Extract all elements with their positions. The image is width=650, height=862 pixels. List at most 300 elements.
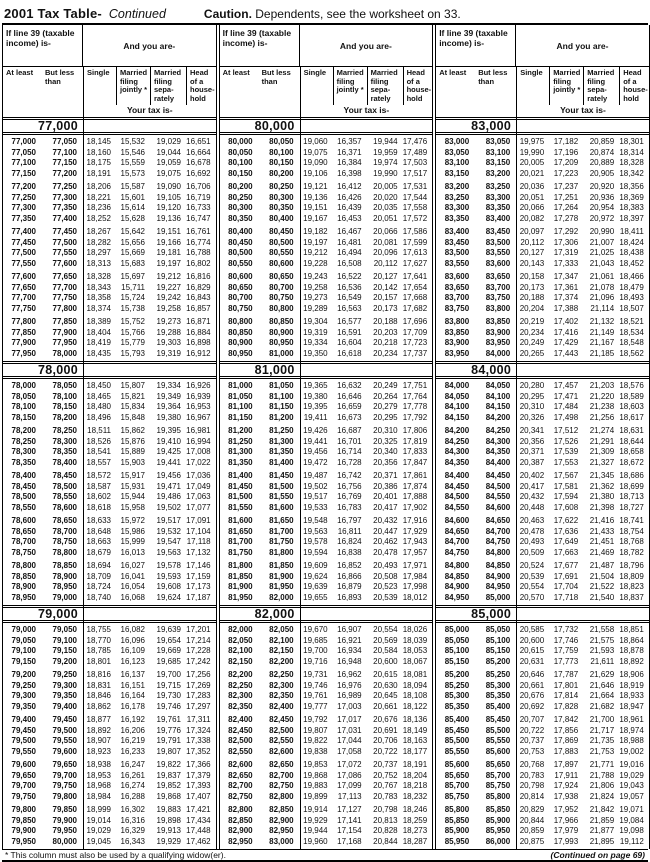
table-row bbox=[436, 527, 649, 538]
tax-cell: 17,003 bbox=[337, 701, 362, 711]
tax-cell: 19,411 bbox=[303, 412, 328, 422]
tax-cell: 16,453 bbox=[337, 213, 362, 223]
tax-cell: 20,401 bbox=[373, 492, 398, 501]
table-row bbox=[436, 272, 649, 283]
table-row bbox=[3, 272, 216, 283]
income-cell: 81,350 bbox=[269, 447, 294, 456]
table-row bbox=[220, 437, 433, 448]
tax-cell: 17,544 bbox=[402, 192, 428, 202]
income-cell: 78,300 bbox=[11, 447, 36, 456]
income-cell: 82,250 bbox=[228, 680, 253, 690]
table-row bbox=[3, 447, 216, 458]
income-cell: 82,250 bbox=[269, 670, 294, 679]
tax-cell: 17,861 bbox=[402, 471, 428, 480]
income-cell: 85,150 bbox=[485, 646, 511, 655]
income-cell: 85,400 bbox=[444, 715, 470, 724]
income-cell: 83,200 bbox=[444, 182, 470, 191]
tax-cell: 17,132 bbox=[186, 547, 211, 557]
tax-cell: 19,563 bbox=[303, 526, 328, 536]
tax-cell: 20,157 bbox=[373, 293, 398, 302]
table-row bbox=[220, 259, 433, 270]
table-row bbox=[3, 670, 216, 681]
panel-sections bbox=[436, 117, 649, 849]
tax-table bbox=[2, 25, 648, 849]
table-row bbox=[436, 482, 649, 493]
tax-cell: 19,084 bbox=[619, 815, 644, 825]
tax-cell: 16,288 bbox=[120, 791, 145, 801]
income-cell: 79,750 bbox=[11, 791, 36, 801]
income-cell: 79,900 bbox=[11, 826, 36, 835]
tax-cell: 21,522 bbox=[589, 582, 615, 591]
tax-cell: 15,614 bbox=[120, 203, 145, 212]
tax-cell: 15,834 bbox=[120, 402, 145, 411]
income-cell: 83,200 bbox=[485, 168, 511, 178]
tax-cell: 16,096 bbox=[120, 635, 145, 645]
tax-cell: 16,206 bbox=[120, 725, 145, 735]
tax-cell: 18,466 bbox=[619, 272, 644, 281]
income-cell: 79,800 bbox=[11, 805, 36, 814]
income-cell: 83,050 bbox=[444, 147, 470, 157]
income-cell: 81,350 bbox=[228, 457, 253, 467]
income-cell: 83,750 bbox=[444, 303, 470, 313]
income-cell: 79,800 bbox=[52, 791, 77, 801]
income-cell: 82,800 bbox=[269, 791, 294, 801]
tax-cell: 17,448 bbox=[186, 826, 211, 835]
income-cell: 77,400 bbox=[52, 213, 77, 223]
income-cell: 84,000 bbox=[485, 348, 511, 358]
table-row bbox=[3, 816, 216, 827]
tax-cell: 16,939 bbox=[186, 391, 211, 401]
tax-cell: 17,558 bbox=[402, 203, 428, 212]
tax-cell: 18,160 bbox=[86, 147, 111, 157]
tax-cell: 21,824 bbox=[589, 791, 615, 801]
tax-cell: 20,356 bbox=[373, 457, 398, 467]
tax-cell: 20,112 bbox=[520, 237, 545, 247]
tax-cell: 17,553 bbox=[553, 457, 579, 467]
tax-cell: 17,787 bbox=[553, 670, 579, 679]
income-cell: 78,350 bbox=[11, 457, 36, 467]
tax-cell: 19,090 bbox=[156, 182, 181, 191]
tax-cell: 20,051 bbox=[373, 213, 398, 223]
tax-cell: 17,388 bbox=[553, 303, 579, 313]
tax-cell: 17,237 bbox=[553, 182, 579, 191]
tax-cell: 19,883 bbox=[303, 781, 328, 790]
table-row bbox=[220, 426, 433, 437]
table-row bbox=[220, 182, 433, 193]
table-row bbox=[220, 657, 433, 668]
section-header bbox=[3, 605, 216, 623]
tax-cell: 15,628 bbox=[120, 213, 145, 223]
tax-cell: 19,212 bbox=[303, 248, 328, 257]
income-cell: 80,050 bbox=[269, 137, 294, 146]
table-row bbox=[220, 625, 433, 636]
tax-cell: 18,618 bbox=[86, 502, 111, 512]
tax-cell: 18,383 bbox=[619, 203, 644, 212]
tax-cell: 20,676 bbox=[519, 691, 545, 700]
income-cell: 83,800 bbox=[444, 317, 470, 326]
tax-cell: 17,086 bbox=[337, 770, 362, 780]
table-row bbox=[436, 413, 649, 424]
income-cell: 80,200 bbox=[228, 182, 253, 191]
tax-cell: 17,704 bbox=[553, 582, 579, 591]
income-cell: 82,150 bbox=[228, 656, 253, 666]
income-cell: 85,750 bbox=[485, 781, 511, 790]
tax-cell: 20,645 bbox=[373, 691, 398, 700]
section-header bbox=[436, 361, 649, 379]
tax-cell: 18,953 bbox=[86, 770, 111, 780]
tax-cell: 20,112 bbox=[373, 258, 398, 268]
col-header-head-of-household: Head of a house- hold bbox=[186, 67, 216, 105]
tax-cell: 20,143 bbox=[519, 258, 545, 268]
tax-cell: 16,871 bbox=[186, 317, 211, 326]
table-row bbox=[220, 691, 433, 702]
tax-cell: 20,066 bbox=[519, 203, 545, 212]
tax-cell: 16,261 bbox=[120, 770, 145, 780]
income-cell: 83,300 bbox=[485, 192, 511, 202]
tax-cell: 19,456 bbox=[156, 471, 181, 480]
table-row bbox=[220, 293, 433, 304]
tax-cell: 16,989 bbox=[337, 691, 362, 700]
tax-cell: 20,630 bbox=[373, 680, 398, 690]
income-cell: 82,000 bbox=[228, 625, 253, 634]
tax-cell: 17,223 bbox=[553, 168, 579, 178]
tax-cell: 17,723 bbox=[402, 338, 428, 347]
tax-cell: 19,273 bbox=[303, 293, 328, 302]
income-cell: 80,500 bbox=[228, 248, 253, 257]
tax-cell: 20,005 bbox=[373, 182, 398, 191]
table-row bbox=[3, 760, 216, 771]
table-row bbox=[220, 781, 433, 792]
tax-cell: 18,521 bbox=[619, 317, 644, 326]
tax-cell: 16,591 bbox=[337, 327, 362, 337]
tax-cell: 18,026 bbox=[402, 625, 428, 634]
income-cell: 83,950 bbox=[485, 338, 511, 347]
tax-cell: 19,059 bbox=[156, 158, 181, 167]
tax-cell: 20,249 bbox=[519, 338, 545, 347]
income-cell: 81,400 bbox=[228, 471, 253, 480]
tax-cell: 15,587 bbox=[120, 182, 145, 191]
tax-cell: 20,386 bbox=[373, 481, 398, 491]
tax-cell: 19,594 bbox=[303, 547, 328, 557]
tax-cell: 18,218 bbox=[402, 781, 428, 790]
income-cell: 85,550 bbox=[485, 736, 511, 745]
tax-cell: 19,791 bbox=[156, 736, 181, 745]
tax-cell: 19,471 bbox=[156, 481, 181, 491]
section-label: 84,000 bbox=[471, 363, 512, 377]
tax-cell: 16,687 bbox=[337, 426, 362, 435]
income-cell: 81,950 bbox=[228, 592, 253, 602]
income-cell: 79,600 bbox=[52, 746, 77, 756]
tax-cell: 18,919 bbox=[619, 680, 644, 690]
panel-header-row3 bbox=[220, 105, 433, 117]
tax-cell: 16,316 bbox=[120, 815, 145, 825]
tax-cell: 18,938 bbox=[86, 760, 111, 769]
tax-cell: 16,761 bbox=[186, 227, 211, 236]
income-cell: 82,450 bbox=[269, 715, 294, 724]
income-cell: 82,900 bbox=[228, 826, 253, 835]
table-row bbox=[3, 527, 216, 538]
table-row bbox=[3, 548, 216, 559]
tax-cell: 19,959 bbox=[373, 147, 398, 157]
tax-cell: 19,669 bbox=[156, 646, 181, 655]
table-row bbox=[3, 561, 216, 572]
table-row bbox=[436, 657, 649, 668]
tax-cell: 16,802 bbox=[186, 258, 211, 268]
table-row bbox=[220, 482, 433, 493]
tax-cell: 19,578 bbox=[156, 561, 181, 570]
tax-cell: 17,462 bbox=[186, 836, 211, 846]
tax-cell: 17,819 bbox=[402, 436, 428, 446]
panel-header-row2 bbox=[220, 67, 433, 105]
income-cell: 85,650 bbox=[444, 770, 470, 780]
section-header bbox=[220, 361, 433, 379]
income-cell: 82,100 bbox=[269, 635, 294, 645]
tax-cell: 19,807 bbox=[303, 725, 328, 735]
table-row bbox=[436, 516, 649, 527]
income-cell: 81,050 bbox=[269, 381, 294, 390]
table-row bbox=[220, 503, 433, 514]
tax-cell: 17,503 bbox=[402, 158, 428, 167]
income-cell: 77,000 bbox=[11, 137, 36, 146]
tax-cell: 16,824 bbox=[337, 537, 362, 546]
tax-cell: 18,837 bbox=[619, 592, 644, 602]
tax-cell: 19,380 bbox=[156, 412, 181, 422]
tax-cell: 18,358 bbox=[86, 293, 111, 302]
section-label: 83,000 bbox=[471, 119, 512, 133]
panel-header-row2 bbox=[436, 67, 649, 105]
tax-cell: 18,039 bbox=[402, 635, 428, 645]
col-header-but-less-than: But less than bbox=[478, 68, 508, 86]
income-cell: 78,400 bbox=[11, 471, 36, 480]
table-row bbox=[3, 413, 216, 424]
tax-cell: 18,204 bbox=[402, 770, 428, 780]
table-row bbox=[220, 169, 433, 180]
table-row bbox=[436, 726, 649, 737]
tax-cell: 17,531 bbox=[402, 182, 428, 191]
income-cell: 82,450 bbox=[228, 725, 253, 735]
income-cell: 84,050 bbox=[444, 391, 470, 401]
income-cell: 82,500 bbox=[228, 736, 253, 745]
income-cell: 83,700 bbox=[444, 293, 470, 302]
table-row bbox=[220, 458, 433, 469]
tax-cell: 19,837 bbox=[156, 770, 181, 780]
income-cell: 85,800 bbox=[444, 805, 470, 814]
tax-cell: 20,554 bbox=[519, 582, 545, 591]
table-row bbox=[220, 837, 433, 848]
tax-cell: 15,848 bbox=[120, 412, 145, 422]
tax-cell: 16,678 bbox=[186, 158, 211, 167]
income-cell: 83,500 bbox=[485, 237, 511, 247]
tax-cell: 21,788 bbox=[589, 770, 615, 780]
tax-cell: 18,328 bbox=[86, 272, 111, 281]
tax-cell: 19,578 bbox=[303, 537, 328, 546]
tax-cell: 19,304 bbox=[303, 317, 328, 326]
tax-cell: 19,974 bbox=[373, 158, 398, 167]
table-row bbox=[3, 293, 216, 304]
tax-cell: 20,920 bbox=[589, 182, 615, 191]
table-row bbox=[220, 516, 433, 527]
tax-cell: 19,395 bbox=[156, 426, 181, 435]
income-cell: 83,850 bbox=[444, 327, 470, 337]
tax-cell: 20,646 bbox=[519, 670, 545, 679]
tax-cell: 19,593 bbox=[156, 571, 181, 581]
table-row bbox=[436, 503, 649, 514]
tax-cell: 18,768 bbox=[619, 537, 644, 546]
table-row bbox=[436, 304, 649, 315]
tax-cell: 19,624 bbox=[303, 571, 328, 581]
table-row bbox=[436, 715, 649, 726]
tax-cell: 17,883 bbox=[553, 746, 579, 756]
qualifying-widow-footnote: * This column must also be used by a qualifying widow(er). bbox=[5, 850, 226, 860]
tax-cell: 21,611 bbox=[590, 656, 615, 666]
income-cell: 77,200 bbox=[11, 182, 36, 191]
tax-cell: 18,313 bbox=[86, 258, 111, 268]
tax-cell: 18,694 bbox=[86, 561, 111, 570]
tax-cell: 17,709 bbox=[402, 327, 428, 337]
table-row bbox=[3, 214, 216, 225]
tax-cell: 19,181 bbox=[156, 248, 181, 257]
income-cell: 85,600 bbox=[444, 760, 470, 769]
tax-cell: 19,472 bbox=[303, 457, 328, 467]
tax-cell: 20,188 bbox=[373, 317, 398, 326]
income-cell: 77,050 bbox=[11, 147, 36, 157]
table-row bbox=[436, 537, 649, 548]
income-cell: 77,550 bbox=[52, 248, 77, 257]
income-cell: 81,250 bbox=[269, 426, 294, 435]
income-cell: 81,600 bbox=[269, 502, 294, 512]
tax-cell: 18,999 bbox=[86, 805, 111, 814]
tax-cell: 19,654 bbox=[156, 635, 181, 645]
tax-cell: 20,341 bbox=[519, 426, 545, 435]
income-cell: 84,050 bbox=[485, 381, 511, 390]
tax-cell: 18,648 bbox=[86, 526, 111, 536]
tax-cell: 16,123 bbox=[120, 656, 145, 666]
tax-cell: 19,639 bbox=[303, 582, 328, 591]
tax-cell: 17,622 bbox=[553, 516, 579, 525]
tax-cell: 21,185 bbox=[589, 348, 615, 358]
income-cell: 78,700 bbox=[11, 537, 36, 546]
tax-cell: 20,173 bbox=[373, 303, 398, 313]
tax-cell: 19,060 bbox=[303, 137, 328, 146]
income-cell: 82,750 bbox=[228, 791, 253, 801]
tax-cell: 19,807 bbox=[156, 746, 181, 756]
tax-cell: 20,813 bbox=[373, 815, 398, 825]
tax-cell: 18,831 bbox=[86, 680, 111, 690]
tax-cell: 16,898 bbox=[186, 338, 211, 347]
tax-cell: 18,191 bbox=[402, 760, 428, 769]
tax-cell: 17,979 bbox=[553, 826, 579, 835]
income-cell: 78,700 bbox=[52, 526, 77, 536]
tax-cell: 20,036 bbox=[519, 182, 545, 191]
tax-cell: 20,767 bbox=[373, 781, 398, 790]
tax-cell: 17,764 bbox=[402, 391, 428, 401]
income-cell: 80,000 bbox=[52, 836, 77, 846]
tax-cell: 20,432 bbox=[373, 516, 398, 525]
income-cell: 85,000 bbox=[444, 625, 470, 634]
table-row bbox=[436, 193, 649, 204]
tax-cell: 16,953 bbox=[186, 402, 211, 411]
tax-cell: 20,523 bbox=[373, 582, 398, 591]
table-row bbox=[3, 657, 216, 668]
tax-cell: 16,728 bbox=[337, 457, 362, 467]
tax-cell: 20,692 bbox=[519, 701, 545, 711]
tax-cell: 18,465 bbox=[86, 391, 111, 401]
tax-cell: 15,642 bbox=[120, 227, 145, 236]
tax-cell: 18,419 bbox=[86, 338, 111, 347]
your-tax-is-label: Your tax is- bbox=[300, 105, 433, 117]
tax-cell: 20,493 bbox=[519, 537, 545, 546]
income-cell: 84,400 bbox=[485, 457, 511, 467]
continued-note: (Continued on page 69) bbox=[550, 850, 645, 860]
tax-cell: 17,443 bbox=[553, 348, 579, 358]
tax-cell: 21,504 bbox=[589, 571, 615, 581]
tax-cell: 18,755 bbox=[86, 625, 111, 634]
tax-cell: 15,972 bbox=[120, 516, 145, 525]
table-row bbox=[3, 781, 216, 792]
tax-cell: 20,082 bbox=[519, 213, 545, 223]
tax-cell: 19,838 bbox=[303, 746, 328, 756]
tax-cell: 19,197 bbox=[303, 237, 328, 247]
income-cell: 77,700 bbox=[52, 282, 77, 292]
tax-cell: 17,897 bbox=[553, 760, 579, 769]
income-cell: 81,300 bbox=[269, 436, 294, 446]
income-cell: 80,850 bbox=[228, 327, 253, 337]
tax-cell: 19,730 bbox=[156, 691, 181, 700]
tax-cell: 17,393 bbox=[186, 781, 211, 790]
table-row bbox=[3, 248, 216, 259]
caution-note bbox=[204, 7, 461, 21]
income-cell: 79,450 bbox=[52, 715, 77, 724]
tax-cell: 19,624 bbox=[156, 592, 181, 602]
table-row bbox=[220, 747, 433, 758]
tax-cell: 20,021 bbox=[519, 168, 545, 178]
income-cell: 81,550 bbox=[269, 492, 294, 501]
table-row bbox=[220, 392, 433, 403]
tax-cell: 19,548 bbox=[303, 516, 328, 525]
tax-cell: 18,342 bbox=[619, 168, 644, 178]
table-row bbox=[436, 771, 649, 782]
tax-cell: 19,334 bbox=[156, 381, 181, 390]
income-cell: 85,300 bbox=[444, 691, 470, 700]
tax-cell: 19,288 bbox=[156, 327, 181, 337]
tax-cell: 19,365 bbox=[303, 381, 328, 390]
tax-cell: 16,981 bbox=[186, 426, 211, 435]
income-cell: 80,900 bbox=[269, 327, 294, 337]
tax-cell: 19,731 bbox=[303, 670, 328, 679]
table-row bbox=[3, 158, 216, 169]
tax-cell: 17,333 bbox=[553, 258, 579, 268]
income-cell: 84,350 bbox=[444, 457, 470, 467]
tax-cell: 17,209 bbox=[553, 158, 579, 167]
table-row bbox=[3, 516, 216, 527]
tax-cell: 18,548 bbox=[619, 338, 644, 347]
income-cell: 82,900 bbox=[269, 815, 294, 825]
income-cell: 79,500 bbox=[52, 725, 77, 735]
section-header bbox=[220, 605, 433, 623]
tax-cell: 21,717 bbox=[589, 725, 615, 735]
tax-cell: 17,476 bbox=[402, 137, 428, 146]
tax-cell: 19,071 bbox=[619, 805, 644, 814]
tax-cell: 21,842 bbox=[589, 805, 615, 814]
tax-cell: 18,892 bbox=[619, 656, 644, 666]
section-label: 78,000 bbox=[37, 363, 79, 377]
panel-sections bbox=[3, 117, 216, 849]
tax-cell: 16,879 bbox=[337, 582, 362, 591]
column-divider bbox=[300, 117, 301, 849]
tax-cell: 19,929 bbox=[156, 836, 181, 846]
tax-cell: 21,487 bbox=[589, 561, 615, 570]
income-cell: 84,950 bbox=[444, 592, 470, 602]
